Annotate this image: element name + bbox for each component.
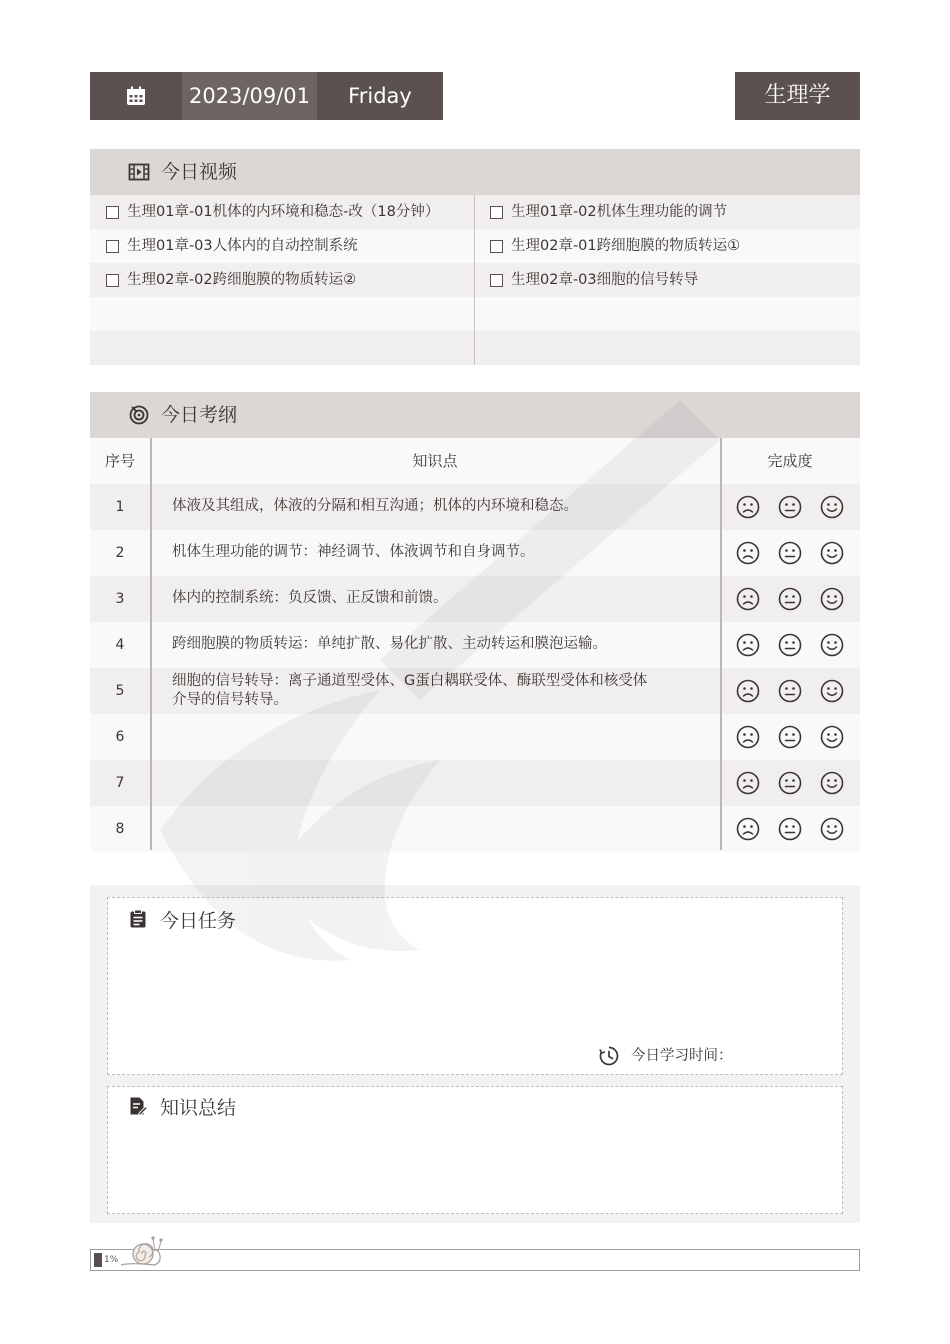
sad-face-icon[interactable] <box>736 495 760 523</box>
happy-face-icon[interactable] <box>820 679 844 707</box>
done-column-header: 完成度 <box>767 452 813 470</box>
target-icon <box>128 404 150 430</box>
tasks-title: 今日任务 <box>160 910 237 932</box>
video-checkbox[interactable] <box>490 274 503 287</box>
knowledge-point <box>172 589 712 608</box>
row-index: 1 <box>115 499 125 515</box>
neutral-face-icon[interactable] <box>778 633 802 661</box>
column-divider <box>720 438 722 850</box>
neutral-face-icon[interactable] <box>778 541 802 569</box>
happy-face-icon[interactable] <box>820 633 844 661</box>
row-index: 5 <box>115 683 125 699</box>
neutral-face-icon[interactable] <box>778 725 802 753</box>
video-icon <box>128 161 150 187</box>
video-checkbox[interactable] <box>106 274 119 287</box>
video-item-label: 生理01章-02机体生理功能的调节 <box>511 204 728 220</box>
video-checkbox[interactable] <box>106 206 119 219</box>
video-item-label: 生理02章-03细胞的信号转导 <box>511 272 699 288</box>
video-item[interactable] <box>490 195 727 229</box>
neutral-face-icon[interactable] <box>778 817 802 845</box>
video-checkbox[interactable] <box>490 206 503 219</box>
row-index: 3 <box>115 591 125 607</box>
subject-label: 生理学 <box>735 72 860 120</box>
video-checkbox[interactable] <box>106 240 119 253</box>
document-edit-icon <box>128 1096 148 1120</box>
calendar-icon <box>90 72 182 120</box>
knowledge-point-line: 机体生理功能的调节：神经调节、体液调节和自身调节。 <box>172 544 535 560</box>
date-value: 2023/09/01 <box>182 72 317 120</box>
neutral-face-icon[interactable] <box>778 495 802 523</box>
progress-label: 1% <box>104 1255 119 1265</box>
row-index: 2 <box>115 545 125 561</box>
happy-face-icon[interactable] <box>820 587 844 615</box>
knowledge-point-line: 跨细胞膜的物质转运：单纯扩散、易化扩散、主动转运和膜泡运输。 <box>172 636 607 652</box>
column-divider <box>150 438 152 850</box>
study-time-label: 今日学习时间： <box>631 1048 733 1064</box>
knowledge-point-line: 介导的信号转导。 <box>172 692 288 708</box>
sad-face-icon[interactable] <box>736 587 760 615</box>
happy-face-icon[interactable] <box>820 541 844 569</box>
video-row <box>90 297 860 331</box>
progress-fill <box>94 1253 102 1267</box>
video-item[interactable] <box>106 229 358 263</box>
knowledge-point <box>172 497 712 516</box>
knowledge-point-line: 体液及其组成，体液的分隔和相互沟通；机体的内环境和稳态。 <box>172 498 578 514</box>
video-checkbox[interactable] <box>490 240 503 253</box>
knowledge-point <box>172 543 712 562</box>
happy-face-icon[interactable] <box>820 495 844 523</box>
happy-face-icon[interactable] <box>820 817 844 845</box>
knowledge-point-line: 体内的控制系统：负反馈、正反馈和前馈。 <box>172 590 448 606</box>
neutral-face-icon[interactable] <box>778 679 802 707</box>
video-item-label: 生理02章-02跨细胞膜的物质转运② <box>127 272 357 288</box>
row-index: 6 <box>115 729 125 745</box>
happy-face-icon[interactable] <box>820 771 844 799</box>
videos-section-title: 今日视频 <box>161 161 238 183</box>
video-item[interactable] <box>490 263 698 297</box>
happy-face-icon[interactable] <box>820 725 844 753</box>
summary-title: 知识总结 <box>160 1097 237 1119</box>
row-index: 8 <box>115 821 125 837</box>
video-item-label: 生理01章-01机体的内环境和稳态-改（18分钟） <box>127 204 440 220</box>
video-item[interactable] <box>490 229 740 263</box>
row-index: 7 <box>115 775 125 791</box>
video-item[interactable] <box>106 195 439 229</box>
progress-bar <box>90 1249 860 1271</box>
sad-face-icon[interactable] <box>736 771 760 799</box>
video-item[interactable] <box>106 263 356 297</box>
index-column-header: 序号 <box>104 452 135 470</box>
snail-icon <box>118 1232 166 1272</box>
outline-section-title: 今日考纲 <box>161 404 238 426</box>
point-column-header: 知识点 <box>412 452 458 470</box>
task-list-icon <box>128 909 148 933</box>
video-row <box>90 331 860 365</box>
knowledge-point <box>172 672 712 710</box>
sad-face-icon[interactable] <box>736 725 760 753</box>
neutral-face-icon[interactable] <box>778 587 802 615</box>
knowledge-point <box>172 635 712 654</box>
sad-face-icon[interactable] <box>736 817 760 845</box>
row-index: 4 <box>115 637 125 653</box>
video-column-divider <box>474 195 475 365</box>
sad-face-icon[interactable] <box>736 679 760 707</box>
neutral-face-icon[interactable] <box>778 771 802 799</box>
sad-face-icon[interactable] <box>736 541 760 569</box>
timer-icon <box>598 1045 620 1071</box>
knowledge-point-line: 细胞的信号转导：离子通道型受体、G蛋白耦联受体、酶联型受体和核受体 <box>172 673 648 689</box>
video-item-label: 生理01章-03人体内的自动控制系统 <box>127 238 358 254</box>
video-item-label: 生理02章-01跨细胞膜的物质转运① <box>511 238 741 254</box>
sad-face-icon[interactable] <box>736 633 760 661</box>
weekday-value: Friday <box>348 84 412 108</box>
